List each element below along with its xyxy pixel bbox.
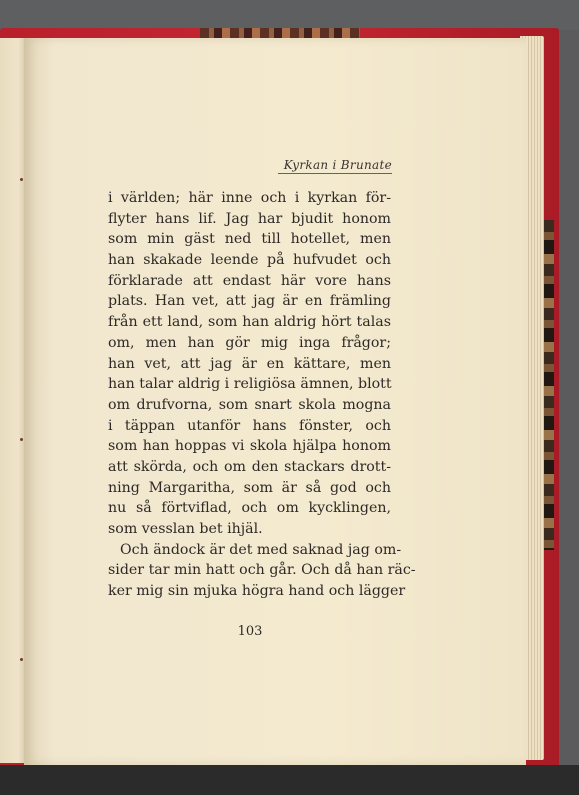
gutter-mark (20, 178, 23, 181)
text-line: som vesslan bet ihjäl. (108, 521, 263, 537)
body-text (108, 188, 416, 602)
text-line: sider tar min hatt och går. Och då han räc- (108, 562, 416, 579)
text-line: som han hoppas vi skola hjälpa honom (108, 438, 391, 455)
text-line: han skakade leende på hufvudet och (108, 252, 391, 269)
gutter-mark (20, 658, 23, 661)
text-line: i täppan utanför hans fönster, och (108, 417, 391, 434)
text-line: flyter hans lif. Jag har bjudit honom (108, 210, 391, 227)
text-line: han talar aldrig i religiösa ämnen, blott (108, 376, 392, 393)
scan-shadow (0, 765, 579, 795)
text-line: från ett land, som han aldrig hört talas (108, 314, 391, 331)
text-line: plats. Han vet, att jag är en främling (108, 293, 391, 310)
text-line: i världen; här inne och i kyrkan för- (108, 190, 391, 206)
page-number: 103 (237, 624, 263, 639)
gutter-mark (20, 438, 23, 441)
text-line: om, men han gör mig inga frågor; (108, 334, 391, 351)
running-head: Kyrkan i Brunate (278, 158, 392, 174)
text-line: Och ändock är det med saknad jag om- (120, 541, 402, 558)
text-line: han vet, att jag är en kättare, men (108, 355, 391, 372)
scan-background (0, 0, 579, 30)
text-line: om drufvorna, som snart skola mogna (108, 396, 391, 413)
text-line: ker mig sin mjuka högra hand och lägger (108, 583, 406, 600)
text-line: ning Margaritha, som är så god och (108, 479, 391, 496)
text-line: nu så förtviflad, och om kycklingen, (108, 500, 391, 517)
text-line: förklarade att endast här vore hans (108, 272, 391, 289)
text-line: som min gäst ned till hotellet, men (108, 231, 391, 248)
text-line: att skörda, och om den stackars drott- (108, 458, 391, 475)
left-page-edge (0, 38, 26, 763)
